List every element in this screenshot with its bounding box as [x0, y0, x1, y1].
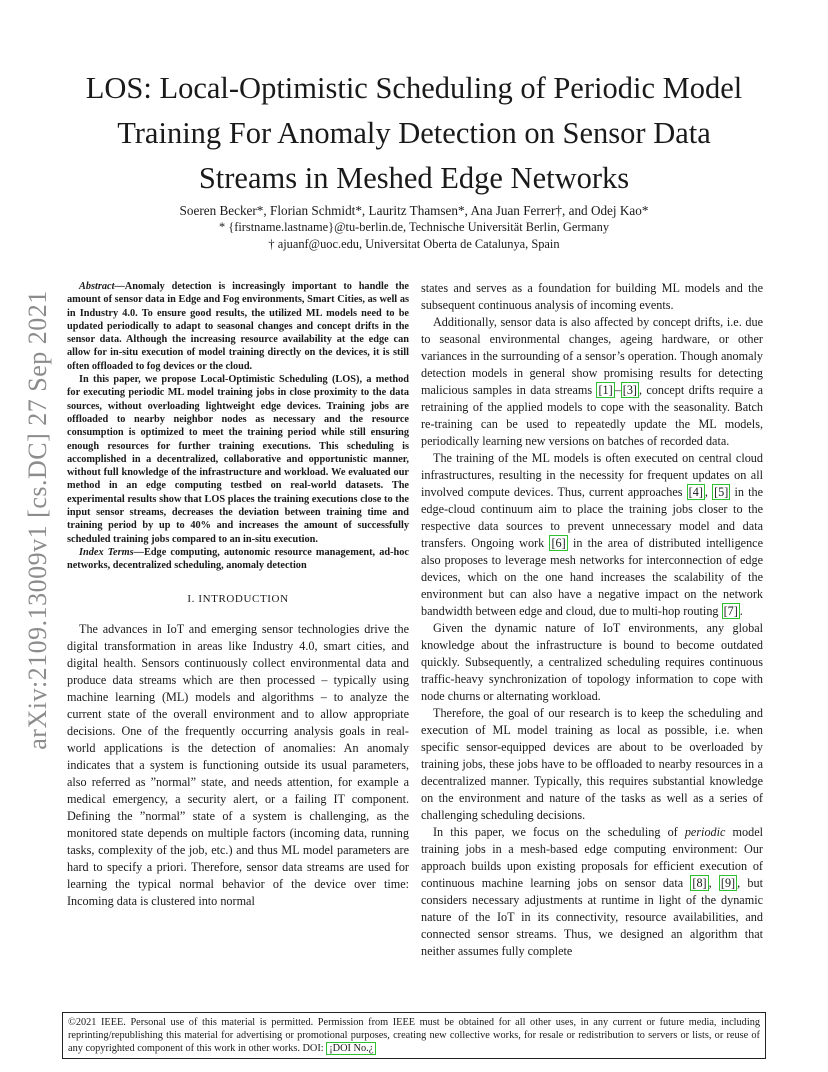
citation-link[interactable]: [7]	[723, 604, 738, 618]
intro-paragraph-2: Additionally, sensor data is also affected by concept drifts, i.e. due to seasonal environmental changes, ageing hardware, or other variances in the surrounding of a sensor’s operation. Though anomaly detection models in general show promising results for detecting malicious samples in data streams [1] – [3] , concept drifts require a retraining of the applied models to cope with the seasonality. Batch re-training can be used to repeatedly update the ML models, periodically learning new versions on batches of recorded data.	[421, 315, 763, 448]
abstract-paragraph-2: In this paper, we propose Local-Optimistic Scheduling (LOS), a method for executing periodic ML model training jobs in close proximity to the data sources, without overloading lightweight edge devices. Training jobs are offloaded to nearby neighbor nodes as necessary and the resource consumption is optimized to meet the training period while still ensuring enough resources for further training executions. This scheduling is accomplished in a decentralized, collaborative and opportunistic manner, without full knowledge of the infrastructure and workload. We evaluated our method in an edge computing testbed on real-world datasets. The experimental results show that LOS places the training executions close to the input sensor streams, decreases the deviation between training time and training period by up to 40% and increases the amount of successfully scheduled training jobs compared to an in-situ execution.	[67, 374, 409, 545]
arxiv-id: arXiv:2109.13009v1 [cs.DC] 27 Sep 2021	[23, 290, 52, 750]
abstract	[67, 280, 409, 573]
intro-paragraph-6: In this paper, we focus on the scheduling of periodic model training jobs in a mesh-based edge computing environment: Our approach builds upon existing proposals for efficient execution of continuous machine learning jobs on sensor data [8] , [9] , but considers necessary adjustments at runtime in light of the dynamic nature of the IoT in its connectivity, resource availabilities, and connected sensor streams. Thus, we designed an algorithm that neither assumes fully complete	[421, 825, 763, 958]
citation-link[interactable]: [1]	[598, 383, 613, 397]
intro-paragraph-1-cont: states and serves as a foundation for building ML models and the subsequent continuous analysis of incoming events.	[421, 281, 763, 312]
left-column	[67, 280, 409, 910]
citation-link[interactable]: [8]	[692, 876, 707, 890]
section-heading-introduction: I. INTRODUCTION	[187, 592, 289, 605]
affiliation-tu-berlin: * {firstname.lastname}@tu-berlin.de, Technische Universität Berlin, Germany	[218, 220, 610, 234]
citation-link[interactable]: [3]	[622, 383, 637, 397]
author-block	[70, 202, 758, 253]
authors-line: Soeren Becker*, Florian Schmidt*, Lauritz Thamsen*, Ana Juan Ferrer†, and Odej Kao*	[179, 203, 649, 218]
paper-title: LOS: Local-Optimistic Scheduling of Periodic Model Training For Anomaly Detection on Sensor Data Streams in Meshed Edge Networks	[85, 71, 743, 195]
intro-paragraph-4: Given the dynamic nature of IoT environments, any global knowledge about the infrastructure is bound to become outdated quickly. Subsequently, a centralized scheduling requires continuous traffic-heavy synchronization of topology information to cope with node churns or alternating workload.	[421, 621, 763, 703]
arxiv-watermark	[14, 285, 62, 755]
citation-link[interactable]: [4]	[688, 485, 703, 499]
index-terms: Index Terms—Edge computing, autonomic resource management, ad-hoc networks, decentralized scheduling, anomaly detection	[67, 546, 409, 572]
citation-link[interactable]: [5]	[714, 485, 729, 499]
index-terms-label: Index Terms	[79, 546, 134, 558]
intro-paragraph-3: The training of the ML models is often executed on central cloud infrastructures, resulting in the necessity for frequent updates on all involved compute devices. Thus, current approaches [4] , [5] in the edge-cloud continuum aim to place the training jobs closer to the respective data sources to prevent unnecessary model and data transfers. Ongoing work [6] in the area of distributed intelligence also proposes to leverage mesh networks for interconnection of edge devices, which on the one hand increases the scalability of the environment but can also have a negative impact on the network bandwidth between edge and cloud, due to multi-hop routing [7] .	[421, 451, 763, 618]
abstract-paragraph-1: Abstract—Anomaly detection is increasingly important to handle the amount of sensor data in Edge and Fog environments, Smart Cities, as well as in Industry 4.0. To ensure good results, the utilized ML models need to be updated periodically to adapt to seasonal changes and concept drifts in the sensor data. Although the increasing resource availability at the edge can allow for in-situ execution of model training directly on the devices, it is still often offloaded to fog devices or the cloud.	[67, 281, 409, 372]
intro-paragraph-1: The advances in IoT and emerging sensor technologies drive the digital transformation in areas like Industry 4.0, smart cities, and digital health. Sensors continuously collect environmental data and produce data streams which are then processed – typically using machine learning (ML) models and algorithms – to analyze the current state of the overall environment and to allow appropriate decisions. One of the frequently occurring analysis goals in real-world applications is the detection of anomalies: An anomaly indicates that a system is functioning outside its usual parameters, also referred as ”normal” state, and needs attention, for example a medical emergency, a security alert, or a failing IT component. Defining the ”normal” state of a system is challenging, as the monitored state depends on multiple factors (incoming data, running tasks, complexity of the job, etc.) and thus ML model parameters are hard to specify a priori. Therefore, sensor data streams are used for learning the typical normal behavior of the device over time: Incoming data is clustered into normal	[67, 621, 409, 908]
affiliation-uoc: † ajuanf@uoc.edu, Universitat Oberta de Catalunya, Spain	[268, 237, 560, 251]
right-column	[421, 280, 763, 960]
citation-link[interactable]: [6]	[551, 536, 566, 550]
copyright-notice: ©2021 IEEE. Personal use of this material is permitted. Permission from IEEE must be obtained for all other uses, in any current or future media, including reprinting/republishing this material for advertising or promotional purposes, creating new collective works, for resale or redistribution to servers or lists, or reuse of any copyrighted component of this work in other works. DOI: ¡DOI No.¿	[62, 1012, 766, 1059]
citation-link[interactable]: [9]	[720, 876, 736, 890]
abstract-label: Abstract	[79, 281, 115, 292]
intro-paragraph-5: Therefore, the goal of our research is to keep the scheduling and execution of ML model training as local as possible, i.e. when specific sensor-equipped devices are about to be overloaded by training jobs, these jobs have to be offloaded to nearby resources in a decentralized manner. Typically, this requires substantial knowledge on the environment and nature of the tasks as well as a series of challenging scheduling decisions.	[421, 706, 763, 822]
doi-link[interactable]: ¡DOI No.¿	[326, 1042, 376, 1055]
